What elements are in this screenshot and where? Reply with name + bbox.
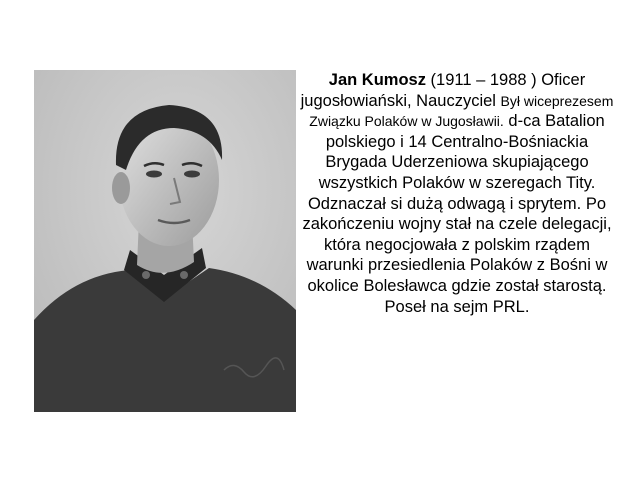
biography-part-1: (1911 – 1988 ) Oficer jugosłowiański, Nauczyciel (300, 71, 586, 110)
biography-text (298, 70, 616, 317)
person-name: Jan Kumosz (328, 71, 426, 89)
portrait-image (34, 70, 296, 412)
portrait-photo (34, 70, 296, 412)
biography-part-3: d-ca Batalion polskiego i 14 Centralno-Bośniackia Brygada Uderzeniowa skupiającego wszystkich Polaków w szeregach Tity. Odznaczał si dużą odwagą i sprytem. Po zakończeniu wojny stał na czele delegacji, która negocjowała z polskim rządem warunki przesiedlenia Polaków z Bośni w okolice Bolesławca gdzie został starostą. Poseł na sejm PRL. (302, 112, 612, 316)
biography-part-2: Był wiceprezesem Związku Polaków w Jugosławii. (309, 92, 614, 130)
